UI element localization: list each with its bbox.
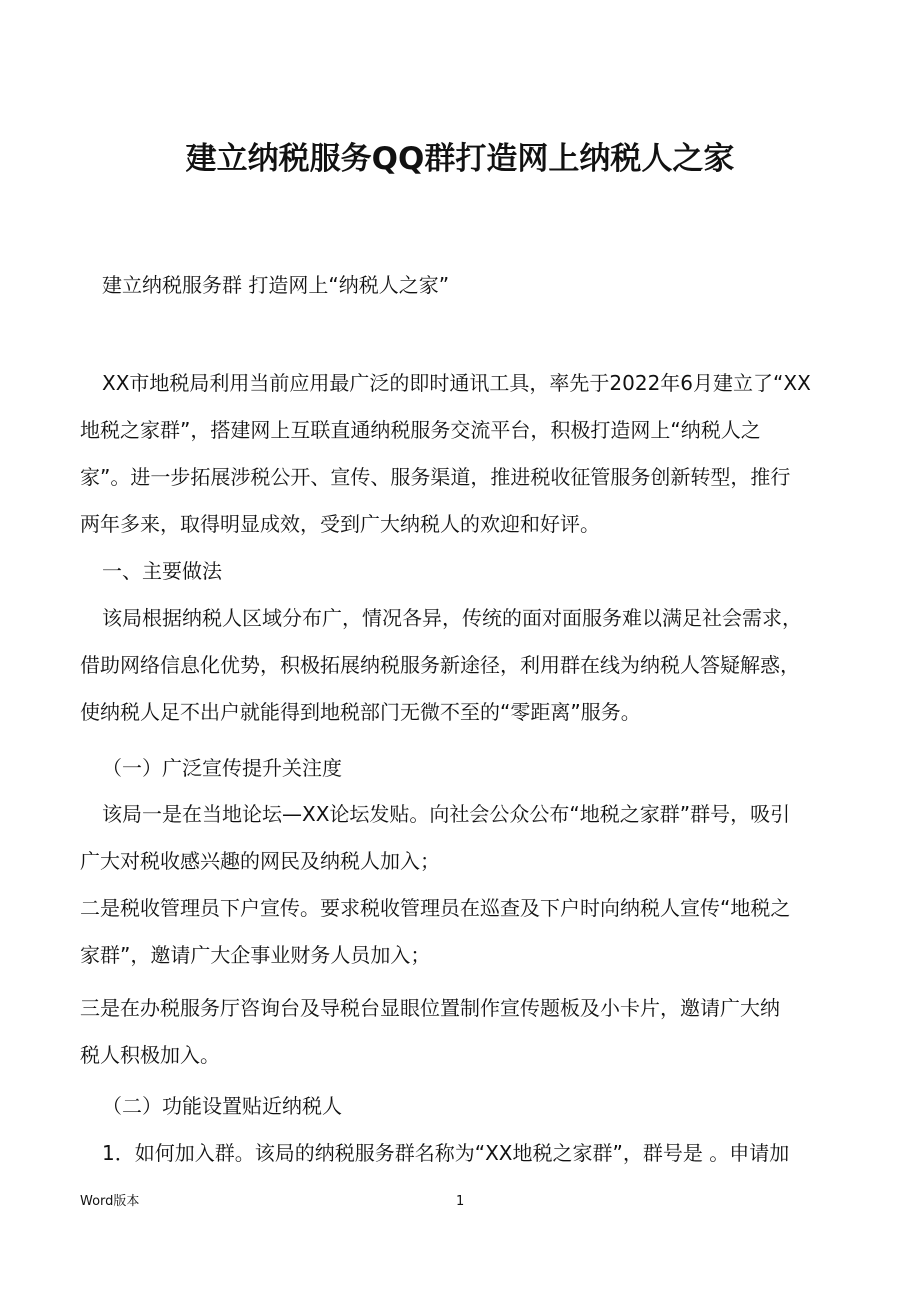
text-line: 该局一是在当地论坛—XX论坛发贴。向社会公众公布“地税之家群”群号，吸引 xyxy=(102,802,791,826)
document-title: 建立纳税服务QQ群打造网上纳税人之家 xyxy=(185,141,735,177)
footer-label: Word版本 xyxy=(80,1194,140,1209)
section-heading: 一、主要做法 xyxy=(102,559,222,583)
text-line: 二是税收管理员下户宣传。要求税收管理员在巡查及下户时向纳税人宣传“地税之 xyxy=(80,896,791,920)
text-line: 三是在办税服务厅咨询台及导税台显眼位置制作宣传题板及小卡片，邀请广大纳 xyxy=(80,996,780,1020)
page-number: 1 xyxy=(456,1194,465,1209)
subtitle: 建立纳税服务群 打造网上“纳税人之家” xyxy=(102,273,450,297)
text-line: 税人积极加入。 xyxy=(80,1043,220,1067)
text-line: XX市地税局利用当前应用最广泛的即时通讯工具，率先于2022年6月建立了“XX xyxy=(102,371,811,395)
text-line: 家”。进一步拓展涉税公开、宣传、服务渠道，推进税收征管服务创新转型，推行 xyxy=(80,465,791,489)
subsection-heading: （一）广泛宣传提升关注度 xyxy=(102,756,342,780)
subsection-heading: （二）功能设置贴近纳税人 xyxy=(102,1094,342,1118)
text-line: 1．如何加入群。该局的纳税服务群名称为“XX地税之家群”，群号是 。申请加 xyxy=(102,1141,790,1165)
text-line: 借助网络信息化优势，积极拓展纳税服务新途径，利用群在线为纳税人答疑解惑， xyxy=(80,653,800,677)
text-line: 该局根据纳税人区域分布广，情况各异，传统的面对面服务难以满足社会需求， xyxy=(102,606,802,630)
text-line: 家群”，邀请广大企事业财务人员加入； xyxy=(80,943,431,967)
text-line: 地税之家群”，搭建网上互联直通纳税服务交流平台，积极打造网上“纳税人之 xyxy=(80,418,761,442)
text-line: 使纳税人足不出户就能得到地税部门无微不至的“零距离”服务。 xyxy=(80,700,641,724)
text-line: 广大对税收感兴趣的网民及纳税人加入； xyxy=(80,849,440,873)
text-line: 两年多来，取得明显成效，受到广大纳税人的欢迎和好评。 xyxy=(80,512,600,536)
